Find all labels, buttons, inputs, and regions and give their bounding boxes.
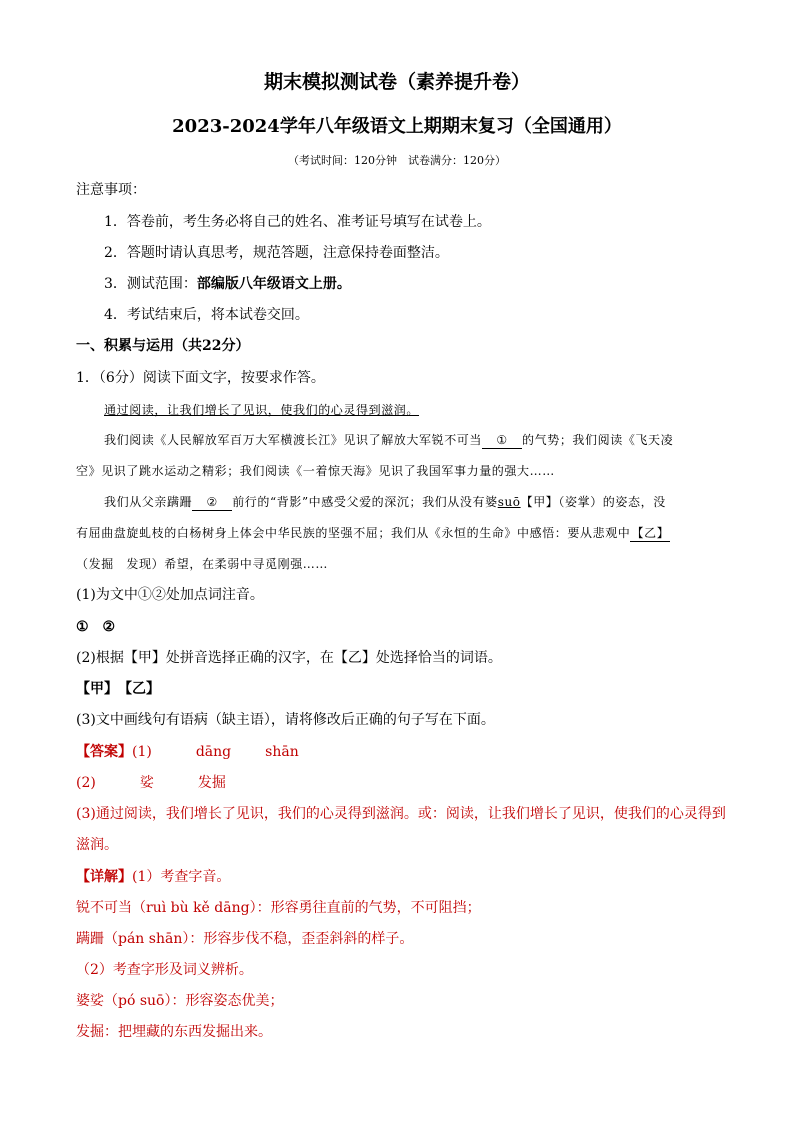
- detail-line-4: （2）考查字形及词义辨析。: [76, 962, 253, 978]
- exam-time-info: （考试时间：120分钟 试卷满分：120分）: [288, 154, 506, 167]
- answer-line-4: 滋润。: [76, 837, 118, 853]
- answer-pinyin-2: shān: [265, 744, 299, 760]
- detail-text: (1）考查字音。: [132, 869, 231, 885]
- sub-question-2-answer-row: 【甲】 【乙】: [76, 681, 160, 697]
- answer-label: 【答案】: [76, 744, 132, 760]
- answer-line-1: [76, 742, 299, 762]
- exam-subtitle: 2023-2024学年八年级语文上期期末复习（全国通用）: [172, 116, 622, 137]
- pinyin-suo: suō: [497, 495, 521, 509]
- detail-line-1: [76, 867, 230, 887]
- answer-word: 发掘: [197, 775, 226, 791]
- notice-item-3-scope: 部编版八年级语文上册。: [196, 276, 351, 292]
- passage-text: 前行的“背影”中感受父爱的深沉；我们从没有婆: [232, 495, 498, 509]
- blank-2: ②: [192, 494, 232, 511]
- passage-para2-line2: [76, 523, 670, 543]
- notice-item-1: 1．答卷前，考生务必将自己的姓名、准考证号填写在试卷上。: [104, 214, 491, 230]
- detail-line-5: 婆娑（pó suō）：形容姿态优美；: [76, 993, 284, 1009]
- sub-question-1: (1)为文中①②处加点词注音。: [76, 587, 264, 603]
- sub-question-1-answer-row: ① ②: [76, 619, 116, 635]
- notice-item-3: [104, 274, 351, 294]
- passage-para1-line1: [104, 430, 673, 450]
- notice-item-2: 2．答题时请认真思考，规范答题，注意保持卷面整洁。: [104, 245, 449, 261]
- detail-label: 【详解】: [76, 869, 132, 885]
- answer-num: (1): [132, 744, 152, 760]
- passage-text: 【甲】（姿掌）的姿态，没: [520, 495, 666, 509]
- passage-para2-line3: （发掘 发现）希望，在柔弱中寻觅刚强……: [76, 557, 329, 571]
- notice-heading: 注意事项：: [76, 182, 146, 198]
- answer-char: 娑: [139, 775, 154, 791]
- detail-line-6: 发掘：把埋藏的东西发掘出来。: [76, 1024, 272, 1040]
- sub-question-2: (2)根据【甲】处拼音选择正确的汉字，在【乙】处选择恰当的词语。: [76, 650, 502, 666]
- passage-text: 我们从父亲蹒跚: [104, 495, 193, 509]
- detail-line-2: 锐不可当（ruì bù kě dāng）：形容勇往直前的气势，不可阻挡；: [76, 900, 481, 916]
- detail-line-3: 蹒跚（pán shān）：形容步伐不稳，歪歪斜斜的样子。: [76, 931, 414, 947]
- passage-para2-line1: [104, 492, 666, 512]
- passage-para1-line2: 空》见识了跳水运动之精彩；我们阅读《一着惊天海》见识了我国军事力量的强大……: [76, 464, 555, 478]
- sub-question-3: (3)文中画线句有语病（缺主语），请将修改后正确的句子写在下面。: [76, 712, 495, 728]
- blank-1: ①: [482, 432, 522, 449]
- exam-title: 期末模拟测试卷（素养提升卷）: [263, 71, 530, 93]
- answer-line-2: [76, 773, 226, 793]
- answer-pinyin-1: dāng: [195, 744, 232, 760]
- answer-num: (2): [76, 775, 96, 791]
- notice-item-4: 4．考试结束后，将本试卷交回。: [104, 307, 309, 323]
- notice-item-3-text: 3．测试范围：: [104, 276, 197, 292]
- question-stem: 1．（6分）阅读下面文字，按要求作答。: [76, 370, 325, 386]
- answer-line-3: (3)通过阅读，我们增长了见识，我们的心灵得到滋润。或：阅读，让我们增长了见识，使我们的心灵得到: [76, 806, 726, 822]
- passage-text: 的气势；我们阅读《飞天凌: [522, 433, 674, 447]
- section-heading: 一、积累与运用（共22分）: [76, 338, 250, 354]
- passage-text: 有屈曲盘旋虬枝的白杨树身上体会中华民族的坚强不屈；我们从《永恒的生命》中感悟：要从悲观中: [76, 526, 631, 540]
- blank-yi: 【乙】: [631, 526, 670, 540]
- underlined-sentence: 通过阅读，让我们增长了见识，使我们的心灵得到滋润。: [104, 403, 420, 417]
- passage-text: 我们阅读《人民解放军百万大军横渡长江》见识了解放大军锐不可当: [104, 433, 483, 447]
